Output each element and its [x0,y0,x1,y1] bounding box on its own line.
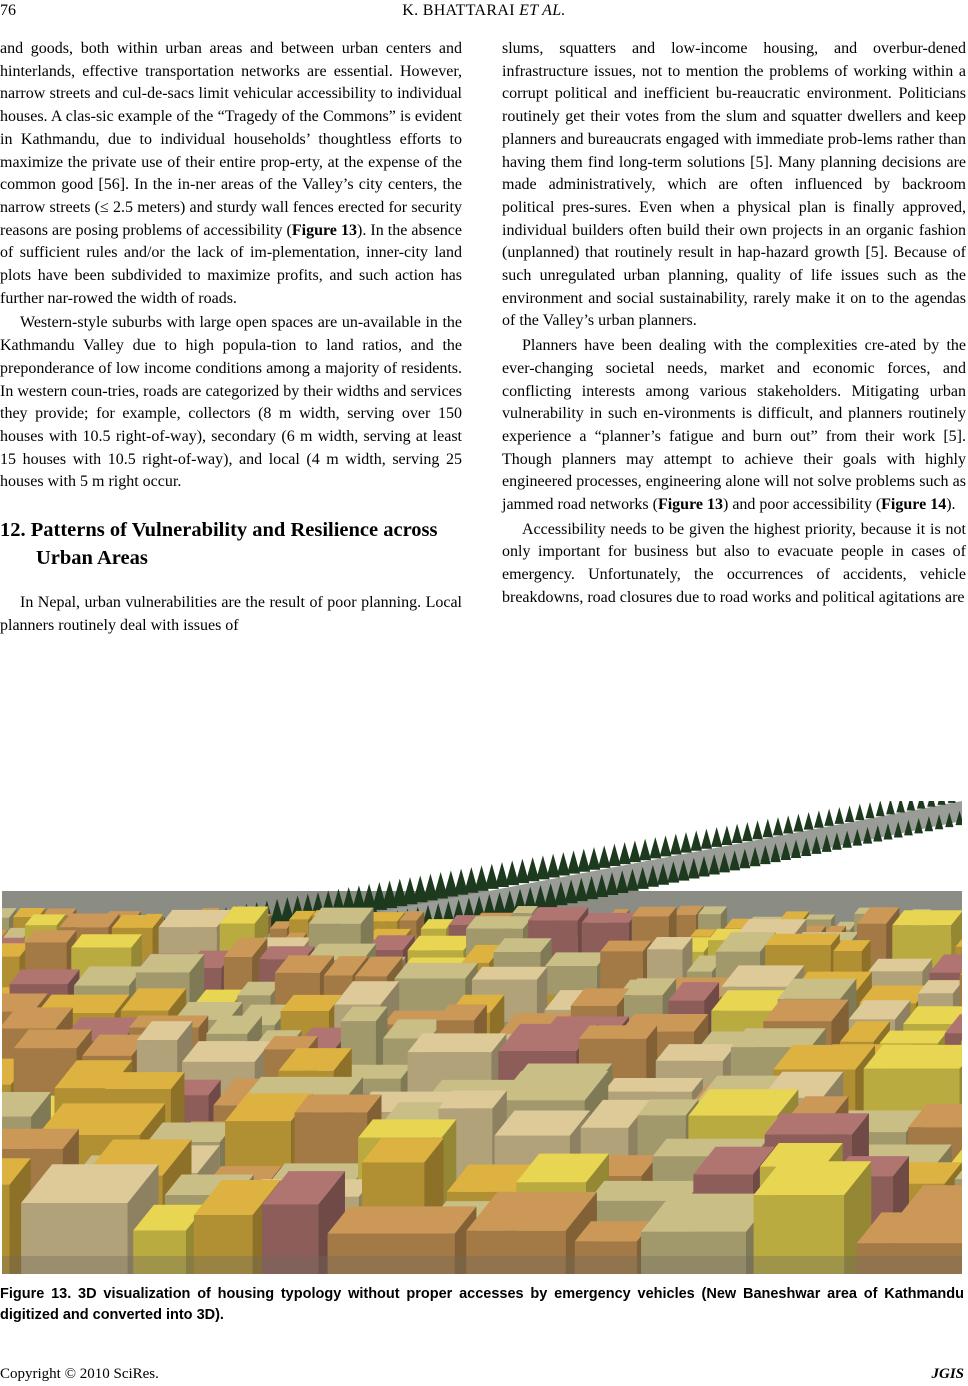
paragraph-text: ) and poor accessibility ( [722,496,882,514]
building-roof [328,1206,477,1233]
building-roof [582,913,637,923]
building-roof [358,1119,456,1137]
building-roof [868,959,932,972]
building-roof [892,910,962,925]
running-head [0,2,968,20]
figure-reference[interactable]: Figure 13 [291,221,357,239]
building-roof [528,907,588,920]
3d-city-visualization [2,801,962,1274]
building-roof [472,967,547,980]
copyright: Copyright © 2010 SciRes. [0,1366,159,1382]
journal-name: JGIS [931,1366,964,1382]
building-roof [408,1033,507,1052]
paragraph: Accessibility needs to be given the highest priority, because it is not only important for business but also to evacuate people in cases of emergency. Unfortunately, the occurrences of accidents, vehicle breakdowns, road closures due to road works and political agitations are [502,520,966,606]
right-column [502,38,966,610]
building [270,929,287,939]
paragraph: Western-style suburbs with large open spaces are un-available in the Kathmandu Valley due to high popula-tion to land ratios, and the preponderance of low income conditions among a majority of residents. In western coun-tries, roads are categorized by their widths and services they provide; for example, collectors (8 m width, serving over 150 houses with 10.5 right-of-way), secondary (6 m width, serving at least 15 houses with 10.5 right-of-way), and local (4 m width, serving 25 houses with 5 m right occur. [0,314,462,491]
paragraph-text: ). In the absence of sufficient rules and/or the lack of im-plementation, inner-city land plots have been subdivided to maximize profits, and such action has further nar-rowed the width of roads. [0,221,463,307]
tree-icon [937,801,945,805]
building-roof [880,1031,948,1044]
paragraph: In Nepal, urban vulnerabilities are the result of poor planning. Local planners routinely deal with issues of [0,594,462,634]
building-roof [579,1025,657,1038]
building-roof [295,1094,382,1112]
paragraph [0,38,462,310]
left-column [0,38,462,637]
building-roof [71,934,142,947]
building-roof [600,941,651,952]
section-heading: 12. Patterns of Vulnerability and Resilience across Urban Areas [0,519,438,570]
building-roof [545,952,608,966]
building-roof [395,963,478,979]
page-number: 76 [0,2,16,19]
building-roof [765,1113,869,1134]
tree-icon [948,801,956,803]
figure-reference[interactable]: Figure 13 [657,496,723,514]
paragraph: slums, squatters and low-income housing, and overbur-dened infrastructure issues, not to mention the problems of working within a corrupt political and inefficient bu-reaucratic environment. Politicians routinely get their votes from the slum and squatter dwellers and keep planners and bureaucrats engaged with immediate prob-lems rather than having them find long-term solutions [5]. Many planning decisions are made administratively, which are often influenced by backroom political pres-sures. Even when a physical plan is finally approved, individual builders often build their own projects in an organic fashion (unplanned) that routinely result in hap-hazard growth [5]. Because of such unregulated urban planning, quality of life issues such as the environment and social sustainability, rarely make it on to the agendas of the Valley’s urban planners. [502,40,966,330]
paragraph-text: and goods, both within urban areas and between urban centers and hinterlands, effective transportation networks are essential. However, narrow streets and cul-de-sacs limit vehicular accessibility to individual houses. A clas-sic example of the “Tragedy of the Commons” is evident in Kathmandu, due to individual households’ thoughtless efforts to maximize the private use of their entire prop-erty, at the expense of the common good [56]. In the in-ner areas of the Valley’s city centers, the narrow streets (≤ 2.5 meters) and sturdy wall fences erected for security reasons are posing problems of accessibility ( [0,40,462,239]
building-roof [603,1078,702,1092]
running-head-authors: K. BHATTARAI [402,2,515,19]
building-roof [632,907,677,917]
running-head-et-al: ET AL. [519,2,566,19]
figure-caption: Figure 13. 3D visualization of housing typology without proper accesses by emergency vehicles (New Baneshwar area of Kathmandu digitized and converted into 3D). [0,1286,964,1323]
paragraph-text: ). [946,496,956,514]
building-roof [466,916,533,928]
building-roof [765,934,840,945]
building-roof [10,969,80,984]
building-roof [805,915,835,920]
paragraph [502,335,966,517]
building-roof [408,936,475,951]
figure-13-image [2,801,962,1274]
foreground-shadow [2,1256,962,1274]
building-roof [731,1028,826,1047]
building-roof [147,1123,235,1142]
paragraph-text: Planners have been dealing with the complexities cre-ated by the ever-changing societal needs, market and economic forces, and conflicting interests among various stakeholders. Mitigating urban vulnerability in such en-vironments is difficult, and planners routinely experience a “planner’s fatigue and burn out” from their work [5]. Though planners may attempt to achieve their goals with highly engineered processes, engineering alone will not solve problems such as jammed road networks ( [502,337,966,514]
building-roof [105,1072,185,1089]
figure-reference[interactable]: Figure 14 [881,496,947,514]
building-roof [656,1044,737,1061]
